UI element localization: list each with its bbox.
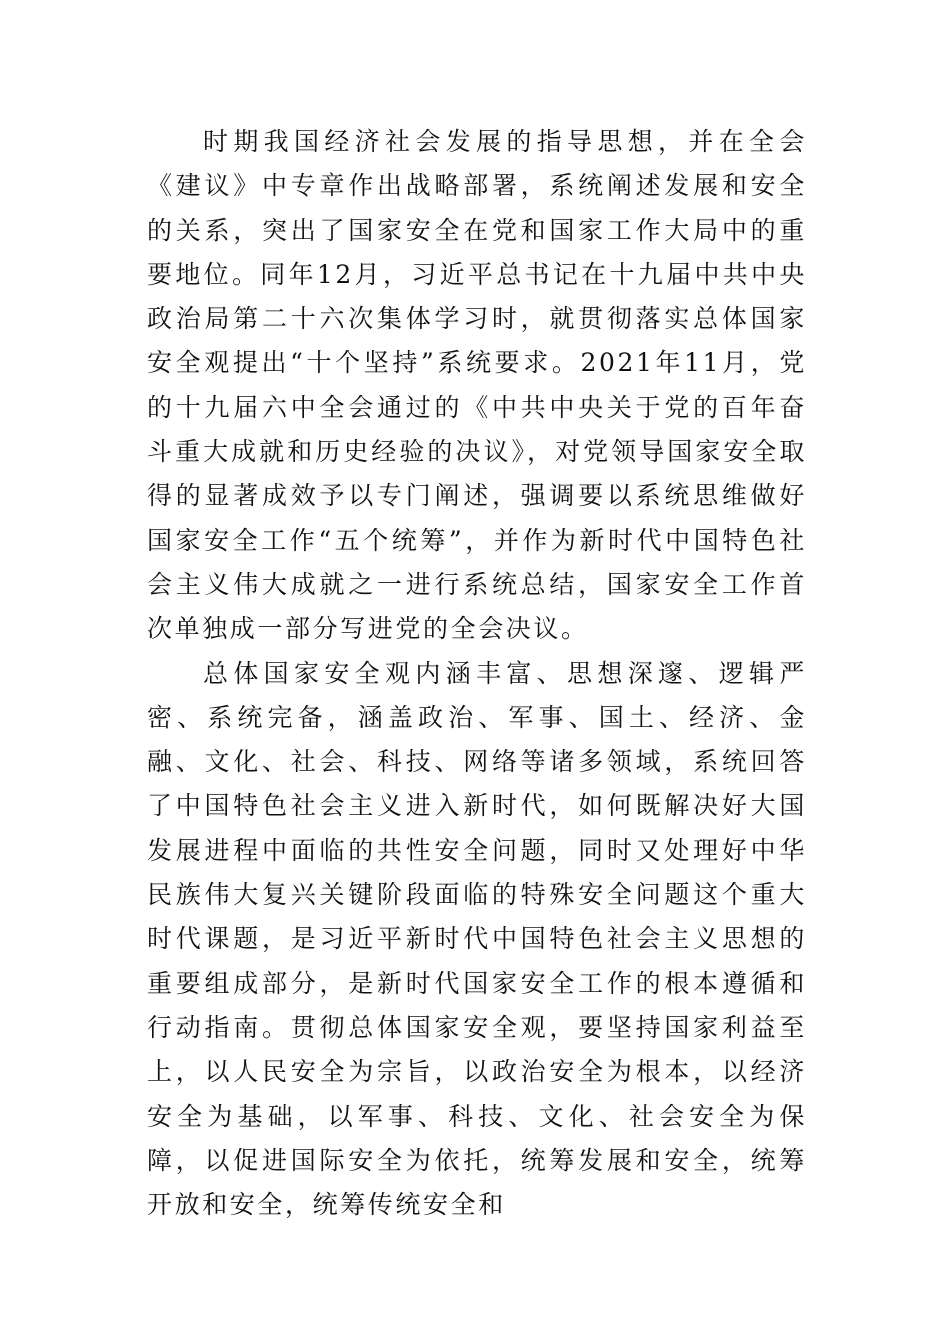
paragraph-2: 总体国家安全观内涵丰富、思想深邃、逻辑严密、系统完备，涵盖政治、军事、国土、经济、金融、文化、社会、科技、网络等诸多领域，系统回答了中国特色社会主义进入新时代，如何既解决好大国发展进程中面临的共性安全问题，同时又处理好中华民族伟大复兴关键阶段面临的特殊安全问题这个重大时代课题，是习近平新时代中国特色社会主义思想的重要组成部分，是新时代国家安全工作的根本遵循和行动指南。贯彻总体国家安全观，要坚持国家利益至上，以人民安全为宗旨，以政治安全为根本，以经济安全为基础，以军事、科技、文化、社会安全为保障，以促进国际安全为依托，统筹发展和安全，统筹开放和安全，统筹传统安全和 bbox=[147, 658, 807, 1220]
document-body bbox=[147, 120, 807, 1227]
paragraph-1: 时期我国经济社会发展的指导思想，并在全会《建议》中专章作出战略部署，系统阐述发展和安全的关系，突出了国家安全在党和国家工作大局中的重要地位。同年12月，习近平总书记在十九届中共中央政治局第二十六次集体学习时，就贯彻落实总体国家安全观提出“十个坚持”系统要求。2021年11月，党的十九届六中全会通过的《中共中央关于党的百年奋斗重大成就和历史经验的决议》，对党领导国家安全取得的显著成效予以专门阐述，强调要以系统思维做好国家安全工作“五个统筹”，并作为新时代中国特色社会主义伟大成就之一进行系统总结，国家安全工作首次单独成一部分写进党的全会决议。 bbox=[147, 127, 807, 644]
